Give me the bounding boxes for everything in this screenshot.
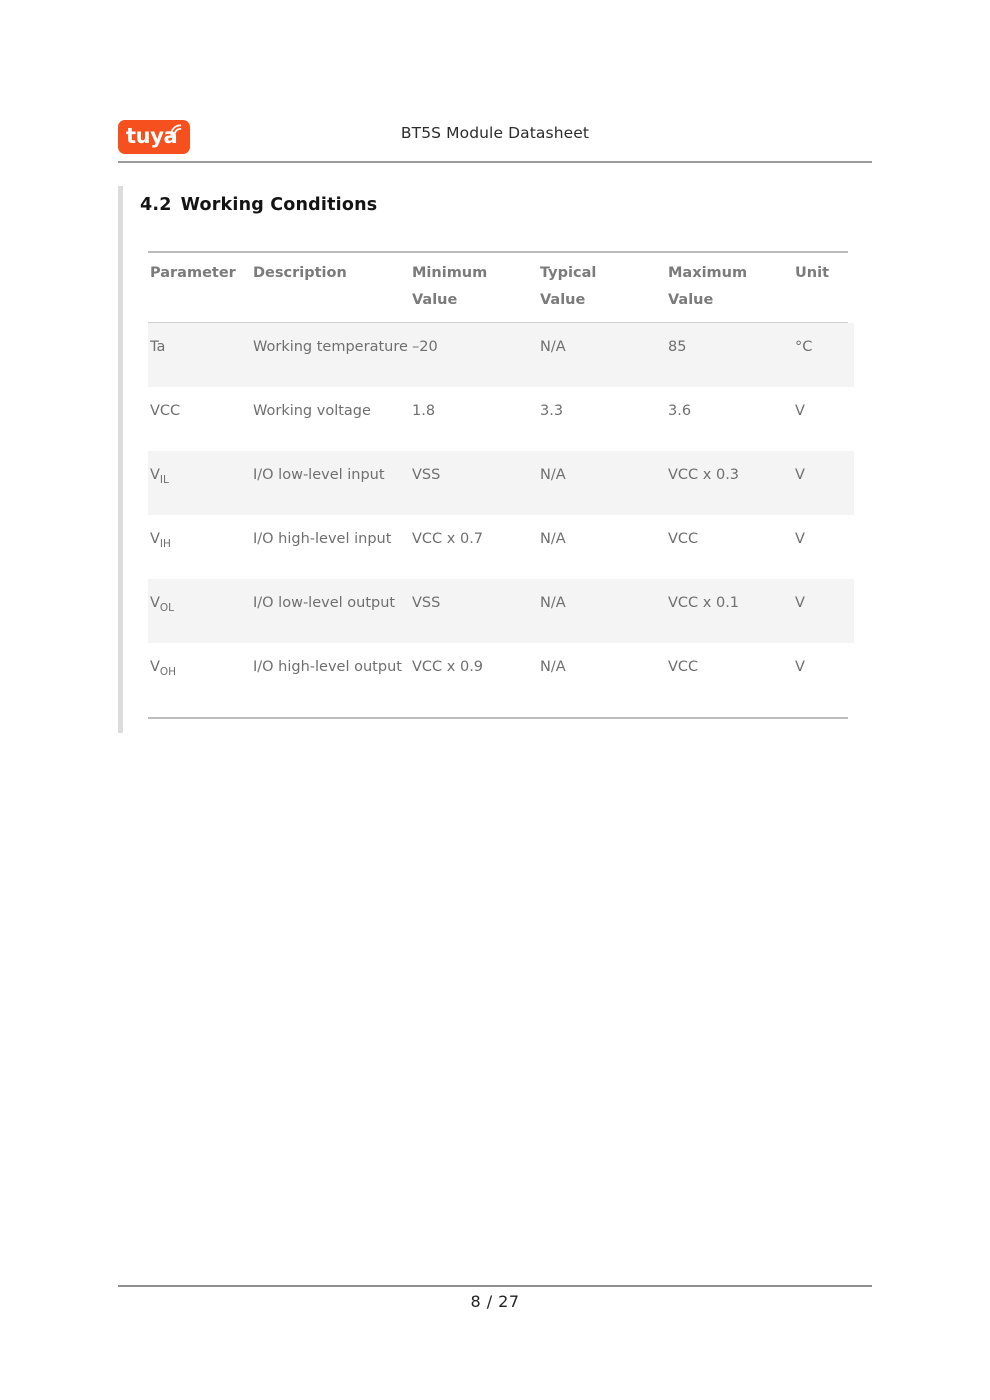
cell-typical: N/A (540, 531, 566, 547)
section-heading (140, 195, 377, 215)
cell-description: I/O high-level output (253, 659, 402, 675)
cell-parameter-subscript: IH (159, 538, 171, 550)
cell-parameter-text: V (150, 659, 160, 675)
cell-typical: 3.3 (540, 403, 564, 419)
cell-typical: N/A (540, 595, 566, 611)
cell-description: I/O high-level input (253, 531, 392, 547)
column-header-typical (540, 260, 668, 314)
cell-parameter-text: V (150, 467, 160, 483)
cell-minimum: VCC x 0.7 (412, 531, 484, 547)
cell-parameter-text: VCC (150, 403, 181, 419)
cell-parameter (150, 334, 254, 360)
cell-parameter (150, 398, 254, 424)
cell-minimum: VSS (412, 467, 441, 483)
cell-unit: V (795, 531, 805, 547)
cell-unit: °C (795, 339, 813, 355)
section-number: 4.2 (140, 195, 172, 215)
cell-parameter-text: V (150, 531, 160, 547)
cell-maximum: 85 (668, 339, 687, 355)
column-header-maximum-line2: Value (668, 292, 714, 308)
cell-maximum: VCC x 0.1 (668, 595, 740, 611)
cell-minimum: VSS (412, 595, 441, 611)
cell-maximum: VCC x 0.3 (668, 467, 740, 483)
cell-description: I/O low-level output (253, 595, 396, 611)
tuya-logo-text: tuya (126, 124, 178, 149)
cell-minimum: –20 (412, 339, 438, 355)
cell-unit: V (795, 403, 805, 419)
document-title: BT5S Module Datasheet (400, 124, 590, 142)
cell-parameter-text: Ta (150, 339, 166, 355)
cell-parameter-subscript: OH (159, 666, 177, 678)
column-header-typical-line2: Value (540, 292, 586, 308)
footer-divider (118, 1285, 872, 1287)
cell-description: Working voltage (253, 403, 371, 419)
cell-typical: N/A (540, 467, 566, 483)
column-header-minimum (412, 260, 540, 314)
cell-maximum: 3.6 (668, 403, 692, 419)
cell-parameter-text: V (150, 595, 160, 611)
cell-maximum: VCC (668, 659, 699, 675)
page-number: 8 / 27 (470, 1292, 520, 1311)
cell-parameter-subscript: IL (159, 474, 169, 486)
header-divider (118, 161, 872, 163)
cell-minimum: VCC x 0.9 (412, 659, 484, 675)
column-header-minimum-line1: Minimum (412, 265, 488, 281)
column-header-minimum-line2: Value (412, 292, 458, 308)
table-header-row (148, 251, 854, 322)
table-row (148, 515, 854, 579)
cell-typical: N/A (540, 339, 566, 355)
table-body (148, 323, 854, 707)
cell-parameter (150, 462, 254, 488)
cell-parameter (150, 654, 254, 680)
table-row (148, 643, 854, 707)
column-header-typical-line1: Typical (540, 265, 597, 281)
cell-unit: V (795, 659, 805, 675)
cell-parameter-subscript: OL (159, 602, 175, 614)
cell-description: Working temperature (253, 339, 408, 355)
column-header-maximum-line1: Maximum (668, 265, 748, 281)
cell-parameter (150, 526, 254, 552)
cell-minimum: 1.8 (412, 403, 436, 419)
table-row (148, 451, 854, 515)
column-header-parameter: Parameter (150, 265, 236, 281)
column-header-description: Description (253, 265, 347, 281)
table-row (148, 387, 854, 451)
table-row (148, 579, 854, 643)
left-accent-bar (118, 186, 123, 733)
cell-description: I/O low-level input (253, 467, 385, 483)
page-header (118, 116, 872, 162)
cell-unit: V (795, 595, 805, 611)
cell-maximum: VCC (668, 531, 699, 547)
cell-unit: V (795, 467, 805, 483)
column-header-maximum (668, 260, 795, 314)
table-rule-bottom (148, 717, 848, 719)
cell-parameter (150, 590, 254, 616)
section-title: Working Conditions (180, 195, 378, 215)
column-header-unit: Unit (795, 265, 829, 281)
cell-typical: N/A (540, 659, 566, 675)
table-row (148, 323, 854, 387)
